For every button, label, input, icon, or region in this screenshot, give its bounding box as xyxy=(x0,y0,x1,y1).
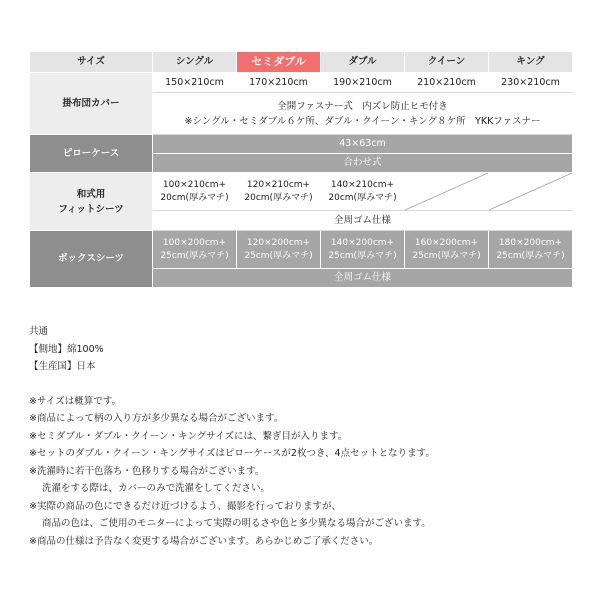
box-sheet-semi-double-gusset: 25cm(厚みマチ) xyxy=(244,250,313,261)
pillow-case-type: 合わせ式 xyxy=(153,154,573,173)
box-sheet-label: ボックスシーツ xyxy=(30,231,153,288)
note-4: ※セットのダブル・クイーン・キングサイズはピローケースが2枚つき、4点セットとなります。 xyxy=(29,448,435,459)
origin-info: 【生産国】日本 xyxy=(29,361,96,372)
spacer xyxy=(29,376,589,393)
box-sheet-cell-double xyxy=(321,231,405,269)
comforter-note-line1: 全開ファスナー式 内ズレ防止ヒモ付き xyxy=(277,100,448,112)
box-sheet-double-size: 140×200cm+ xyxy=(330,237,395,248)
note-5: ※洗濯時に若干色落ち・色移りする場合がございます。 xyxy=(29,465,265,477)
box-sheet-king-gusset: 25cm(厚みマチ) xyxy=(496,250,565,261)
box-sheet-cell-king xyxy=(489,231,573,269)
note-1: ※サイズは概算です。 xyxy=(29,395,121,407)
note-7: ※商品の仕様は予告なく変更する場合がございます。あらかじめご了承ください。 xyxy=(29,535,379,547)
col-king: キング xyxy=(489,52,573,73)
header-row xyxy=(30,52,573,73)
fitted-sheet-cell-single xyxy=(153,173,237,211)
fitted-sheet-label xyxy=(30,173,153,231)
note-6: ※実際の商品の色にできるだけ近づけるよう、撮影を行っておりますが、 xyxy=(29,500,341,512)
fitted-sheet-spec: 全周ゴム仕様 xyxy=(153,211,573,231)
comforter-note xyxy=(153,93,573,135)
diagonal-slash-icon xyxy=(489,173,572,210)
note-5-continued: 洗濯をする際は、カバーのみで洗濯をしてください。 xyxy=(42,483,271,494)
fitted-sheet-king-not-available xyxy=(489,173,573,211)
fitted-sheet-label-line1: 和式用 xyxy=(76,188,106,200)
note-3: ※セミダブル・ダブル・クイーン・キングサイズには、繋ぎ目が入ります。 xyxy=(29,430,348,442)
box-sheet-cell-queen xyxy=(405,231,489,269)
fitted-sheet-label-line2: フィットシーツ xyxy=(58,203,124,215)
pillow-case-label: ピローケース xyxy=(30,135,153,173)
fitted-sheet-single-size: 100×210cm+ xyxy=(162,179,227,190)
box-sheet-semi-double-size: 120×200cm+ xyxy=(246,237,311,248)
box-sheet-size-row xyxy=(30,231,573,269)
comforter-size-semi-double: 170×210cm xyxy=(237,73,321,93)
comforter-size-single: 150×210cm xyxy=(153,73,237,93)
box-sheet-king-size: 180×200cm+ xyxy=(498,237,563,248)
box-sheet-queen-size: 160×200cm+ xyxy=(414,237,479,248)
box-sheet-single-size: 100×200cm+ xyxy=(162,237,227,248)
fitted-sheet-semi-double-size: 120×210cm+ xyxy=(246,179,311,190)
comforter-note-line2: ※シングル・セミダブル６ケ所、ダブル・クイーン・キング８ケ所 YKKファスナー xyxy=(184,115,541,127)
comforter-size-queen: 210×210cm xyxy=(405,73,489,93)
size-header: サイズ xyxy=(30,52,153,73)
fitted-sheet-double-size: 140×210cm+ xyxy=(330,179,395,190)
fitted-sheet-queen-not-available xyxy=(405,173,489,211)
diagonal-slash-icon xyxy=(405,173,488,210)
notes-section xyxy=(29,323,589,550)
fitted-sheet-semi-double-gusset: 20cm(厚みマチ) xyxy=(244,192,313,203)
pillow-size-row xyxy=(30,135,573,154)
box-sheet-single-gusset: 25cm(厚みマチ) xyxy=(160,250,229,261)
box-sheet-cell-semi-double xyxy=(237,231,321,269)
note-6-continued: 商品の色は、ご使用のモニターによって実際の明るさや色と多少異なる場合がございます。 xyxy=(42,518,431,529)
col-queen: クイーン xyxy=(405,52,489,73)
comforter-size-double: 190×210cm xyxy=(321,73,405,93)
material-info: 【側地】綿100% xyxy=(29,343,104,355)
fitted-sheet-size-row xyxy=(30,173,573,211)
comforter-size-king: 230×210cm xyxy=(489,73,573,93)
size-spec-table xyxy=(29,51,573,288)
comforter-cover-label: 掛布団カバー xyxy=(30,73,153,135)
note-2: ※商品によって柄の入り方が多少異なる場合がございます。 xyxy=(29,413,284,424)
box-sheet-spec: 全周ゴム仕様 xyxy=(153,269,573,288)
col-semi-double-selected: セミダブル xyxy=(237,52,321,73)
fitted-sheet-single-gusset: 20cm(厚みマチ) xyxy=(160,192,229,203)
fitted-sheet-double-gusset: 20cm(厚みマチ) xyxy=(328,192,397,203)
fitted-sheet-cell-double xyxy=(321,173,405,211)
col-single: シングル xyxy=(153,52,237,73)
comforter-size-row xyxy=(30,73,573,93)
pillow-case-size: 43×63cm xyxy=(153,135,573,154)
box-sheet-cell-single xyxy=(153,231,237,269)
common-title: 共通 xyxy=(29,326,49,337)
box-sheet-queen-gusset: 25cm(厚みマチ) xyxy=(412,250,481,261)
box-sheet-double-gusset: 25cm(厚みマチ) xyxy=(328,250,397,261)
fitted-sheet-cell-semi-double xyxy=(237,173,321,211)
col-double: ダブル xyxy=(321,52,405,73)
